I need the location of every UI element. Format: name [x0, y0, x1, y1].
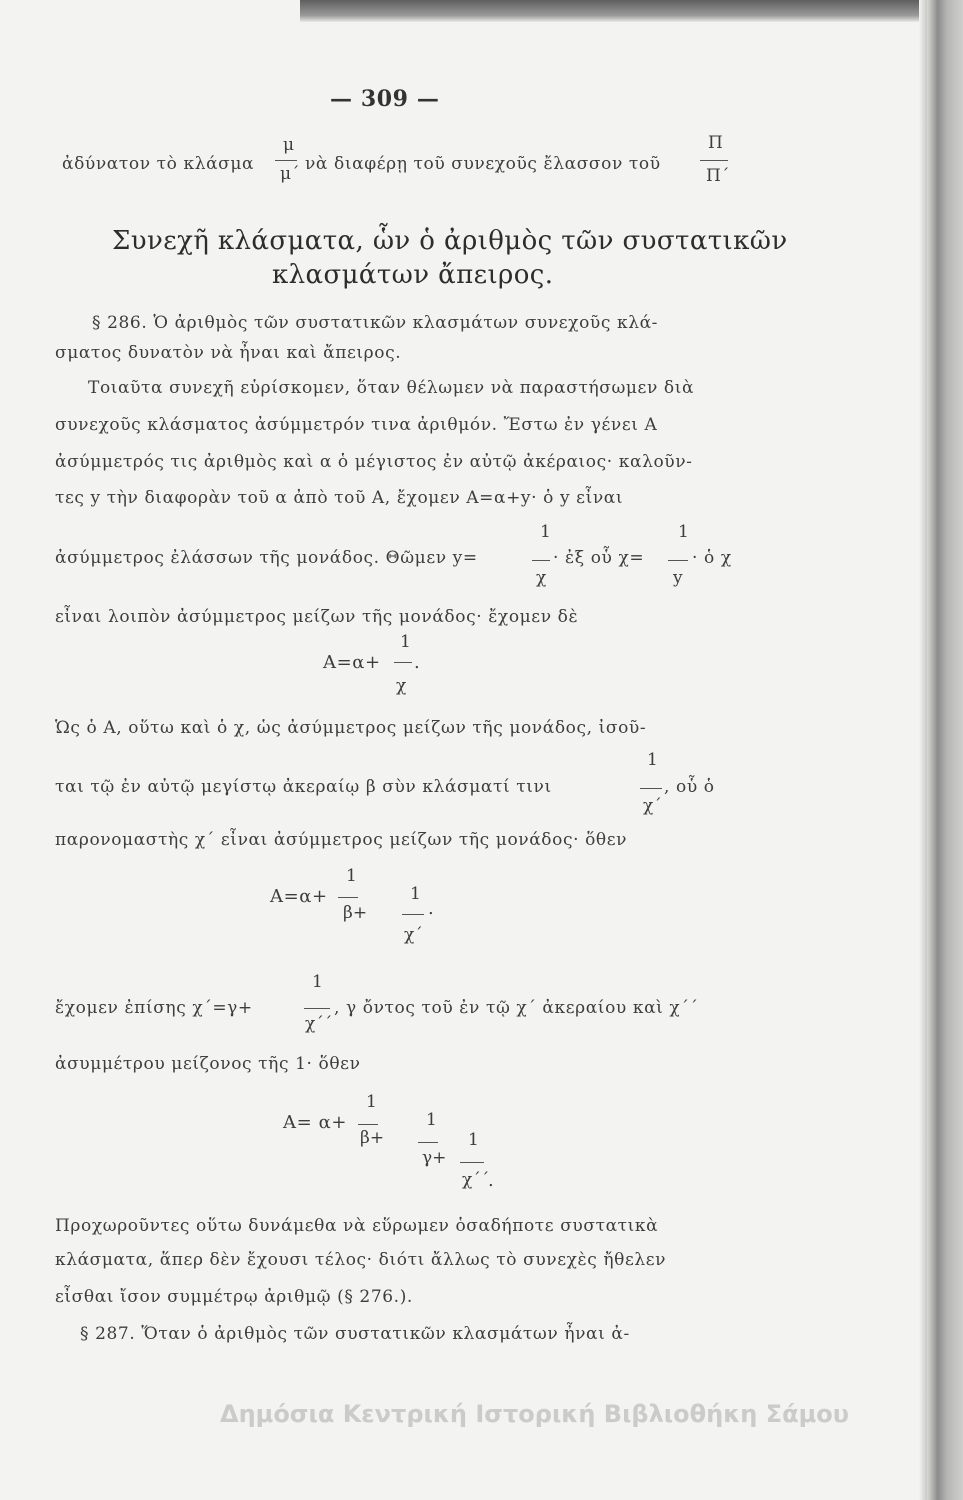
text-line: παρονομαστὴς χ´ εἶναι ἀσύμμετρος μείζων τῆς μονάδος· ὅθεν [55, 830, 628, 850]
fraction-denominator: χ [536, 568, 547, 588]
fraction-bar [532, 560, 550, 561]
fraction-numerator: 1 [400, 632, 411, 652]
fraction-bar [358, 1124, 378, 1125]
book-edge-right [927, 0, 963, 1500]
text-line: εἶναι λοιπὸν ἀσύμμετρος μείζων τῆς μονάδος· ἔχομεν δὲ [55, 607, 579, 627]
fraction-bar [394, 662, 412, 663]
text-line: σματος δυνατὸν νὰ ἦναι καὶ ἄπειρος. [55, 343, 402, 363]
text-line: ἀσύμμετρός τις ἀριθμὸς καὶ α ὁ μέγιστος ἐν αὐτῷ ἀκέραιος· καλοῦν- [55, 452, 693, 472]
fraction-bar [402, 914, 424, 915]
text-line: Τοιαῦτα συνεχῆ εὑρίσκομεν, ὅταν θέλωμεν νὰ παραστήσωμεν διὰ [88, 378, 695, 398]
text-line: , γ ὄντος τοῦ ἐν τῷ χ´ ἀκεραίου καὶ χ´´ [334, 998, 699, 1018]
text-line: , οὗ ὁ [664, 777, 715, 797]
fraction-numerator: μ [283, 135, 295, 155]
text-line: ἔχομεν ἐπίσης χ´=γ+ [55, 998, 253, 1018]
page-gutter-shadow [919, 0, 927, 1500]
fraction-bar [338, 897, 358, 898]
fraction-bar [275, 160, 297, 161]
fraction-numerator: 1 [410, 884, 421, 904]
fraction-bar [460, 1162, 484, 1163]
text-line: ται τῷ ἐν αὐτῷ μεγίστῳ ἀκεραίῳ β σὺν κλάσματί τινι [55, 777, 552, 797]
fraction-bar [668, 560, 688, 561]
equation-period: . [428, 898, 435, 919]
fraction-denominator: β+ [343, 903, 368, 923]
text-line: § 286. Ὁ ἀριθμὸς τῶν συστατικῶν κλασμάτων συνεχοῦς κλά- [92, 313, 659, 333]
text-line: · ὁ χ [692, 548, 732, 568]
equation: Α=α+ [323, 652, 381, 673]
fraction-denominator: χ´´ [462, 1170, 490, 1190]
text-line: Προχωροῦντες οὕτω δυνάμεθα νὰ εὕρωμεν ὁσαδήποτε συστατικὰ [55, 1216, 659, 1236]
book-edge-top [300, 0, 963, 22]
fraction-numerator: 1 [647, 750, 658, 770]
text-line: τες y τὴν διαφορὰν τοῦ α ἀπὸ τοῦ Α, ἔχομεν Α=α+y· ὁ y εἶναι [55, 488, 624, 508]
text-line: ἀδύνατον τὸ κλάσμα [62, 154, 255, 174]
fraction-numerator: 1 [346, 866, 357, 886]
fraction-denominator: γ+ [422, 1148, 447, 1168]
page-number: — 309 — [330, 86, 440, 112]
section-heading-line: Συνεχῆ κλάσματα, ὧν ὁ ἀριθμὸς τῶν συστατικῶν [112, 226, 788, 256]
equation-period: . [414, 652, 421, 673]
fraction-denominator: y [673, 568, 683, 588]
text-line: Ὡς ὁ Α, οὕτω καὶ ὁ χ, ὡς ἀσύμμετρος μείζων τῆς μονάδος, ἰσοῦ- [55, 718, 647, 738]
fraction-bar [418, 1142, 438, 1143]
fraction-numerator: 1 [540, 522, 551, 542]
fraction-denominator: χ´´ [305, 1014, 333, 1034]
fraction-numerator: 1 [426, 1110, 437, 1130]
fraction-bar [304, 1008, 330, 1009]
fraction-numerator: 1 [312, 972, 323, 992]
fraction-numerator: 1 [678, 522, 689, 542]
equation: Α= α+ [283, 1112, 348, 1133]
text-line: εἶσθαι ἴσον συμμέτρῳ ἀριθμῷ (§ 276.). [55, 1287, 413, 1307]
section-heading-line: κλασμάτων ἄπειρος. [272, 260, 554, 290]
text-line: κλάσματα, ἅπερ δὲν ἔχουσι τέλος· διότι ἄλλως τὸ συνεχὲς ἤθελεν [55, 1250, 667, 1270]
fraction-bar [640, 788, 662, 789]
fraction-denominator: χ [396, 676, 407, 696]
text-line: ἀσύμμετρος ἐλάσσων τῆς μονάδος. Θῶμεν y= [55, 548, 478, 568]
fraction-denominator: β+ [360, 1128, 385, 1148]
fraction-denominator: Π´ [706, 166, 730, 186]
library-watermark: Δημόσια Κεντρική Ιστορική Βιβλιοθήκη Σάμου [220, 1400, 849, 1428]
equation: Α=α+ [270, 886, 328, 907]
fraction-bar [700, 160, 728, 161]
fraction-numerator: 1 [468, 1130, 479, 1150]
text-line: · ἐξ οὗ χ= [553, 548, 645, 568]
text-line: συνεχοῦς κλάσματος ἀσύμμετρόν τινα ἀριθμόν. Ἔστω ἐν γένει Α [55, 415, 658, 435]
fraction-denominator: χ´ [404, 925, 423, 945]
fraction-numerator: 1 [366, 1092, 377, 1112]
text-line: ἀσυμμέτρου μείζονος τῆς 1· ὅθεν [55, 1054, 361, 1074]
text-line: § 287. Ὅταν ὁ ἀριθμὸς τῶν συστατικῶν κλασμάτων ἦναι ἀ- [80, 1324, 630, 1344]
equation-period: . [488, 1170, 495, 1191]
fraction-denominator: χ´ [643, 796, 662, 816]
text-line: νὰ διαφέρῃ τοῦ συνεχοῦς ἔλασσον τοῦ [305, 154, 661, 174]
fraction-numerator: Π [708, 133, 723, 153]
fraction-denominator: μ´ [280, 164, 300, 184]
